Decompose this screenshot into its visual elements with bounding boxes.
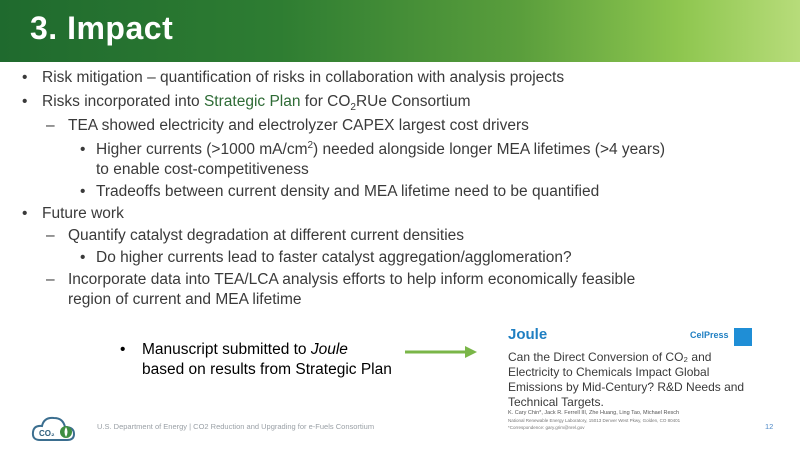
- paper-title: Can the Direct Conversion of CO₂ and Electricity to Chemicals Impact Global Emissions by Mid-Century? R&D Needs and Technical Targets.: [508, 350, 745, 409]
- arrow-right-icon: [405, 345, 477, 359]
- bullet-future-work: Future work: [42, 205, 124, 222]
- superscript-2: 2: [307, 139, 314, 151]
- page-number: 12: [765, 422, 774, 431]
- dash-marker: –: [46, 271, 55, 288]
- bullet-pre-text: Higher currents (>1000 mA/cm: [96, 141, 308, 158]
- paper-authors: K. Cary Chin*, Jack R. Ferrell III, Zhe Huang, Ling Tao, Michael Resch: [508, 410, 680, 416]
- paper-affiliation: National Renewable Energy Laboratory, 15013 Denver West Pkwy, Golden, CO 80401: [508, 418, 681, 423]
- bullet-incorporate-data-line2: region of current and MEA lifetime: [68, 291, 302, 308]
- title-bar: [0, 0, 800, 62]
- bullet-risks-incorporated: [42, 92, 471, 112]
- footer-text: U.S. Department of Energy | CO2 Reduction and Upgrading for e-Fuels Consortium: [97, 422, 375, 431]
- paper-thumbnail: [500, 322, 762, 442]
- bullet-mid-text: for CO: [300, 93, 351, 110]
- bullet-post-text: ) needed alongside longer MEA lifetimes (>4 years): [313, 141, 665, 158]
- bullet-post-text: RUe Consortium: [355, 93, 471, 110]
- cover-thumbnail-icon: [734, 328, 752, 346]
- bullet-marker: •: [80, 183, 86, 200]
- callout-pre: Manuscript submitted to: [142, 341, 311, 358]
- bullet-tradeoffs: Tradeoffs between current density and MEA lifetime need to be quantified: [96, 183, 600, 200]
- publisher-logo: CelPress: [690, 330, 729, 340]
- journal-logo: Joule: [508, 326, 548, 343]
- strategic-plan-highlight: Strategic Plan: [203, 93, 301, 110]
- bullet-marker: •: [120, 341, 126, 358]
- logo-text: CO₂: [39, 429, 55, 438]
- bullet-marker: •: [22, 93, 28, 110]
- dash-marker: –: [46, 227, 55, 244]
- co2rue-logo-icon: [30, 410, 78, 444]
- paper-correspondence: *Correspondence: gary.grim@nrel.gov: [508, 425, 585, 430]
- callout-post: based on results from Strategic Plan: [142, 361, 392, 378]
- bullet-marker: •: [80, 249, 86, 266]
- bullet-tea-showed: TEA showed electricity and electrolyzer CAPEX largest cost drivers: [68, 117, 529, 134]
- subscript-2: 2: [350, 102, 356, 114]
- bullet-higher-currents-line2: to enable cost-competitiveness: [96, 161, 309, 178]
- slide-title: 3. Impact: [30, 10, 174, 46]
- bullet-higher-currents-question: Do higher currents lead to faster catalyst aggregation/agglomeration?: [96, 249, 572, 266]
- dash-marker: –: [46, 117, 55, 134]
- bullet-higher-currents: [96, 140, 665, 160]
- bullet-quantify-catalyst: Quantify catalyst degradation at different current densities: [68, 227, 465, 244]
- bullet-marker: •: [80, 141, 86, 158]
- joule-italic: Joule: [310, 341, 348, 358]
- bullet-incorporate-data: Incorporate data into TEA/LCA analysis efforts to help inform economically feasible: [68, 271, 636, 288]
- bullet-risk-mitigation: Risk mitigation – quantification of risks in collaboration with analysis projects: [42, 69, 565, 86]
- bullet-marker: •: [22, 69, 28, 86]
- bullet-marker: •: [22, 205, 28, 222]
- bullet-pre-text: Risks incorporated into: [42, 93, 204, 110]
- manuscript-text: [142, 340, 392, 380]
